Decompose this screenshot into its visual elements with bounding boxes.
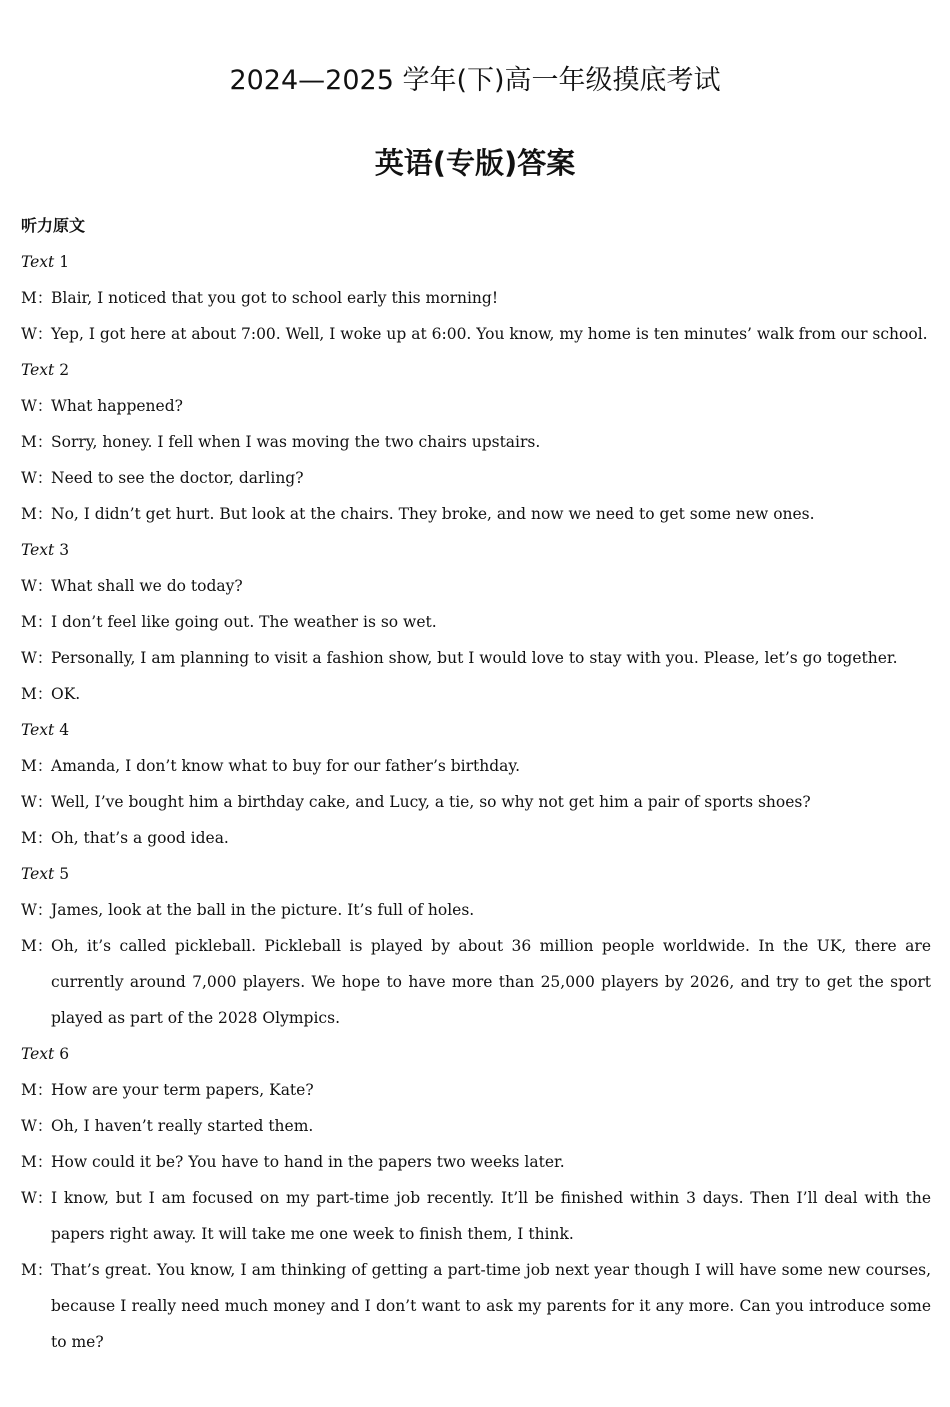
speaker-label: M： bbox=[21, 505, 53, 523]
dialogue-line bbox=[21, 892, 931, 928]
utterance-text: Oh, I haven’t really started them. bbox=[51, 1117, 314, 1135]
transcript-text-block bbox=[21, 244, 931, 352]
text-label-word: Text bbox=[21, 541, 55, 559]
speaker-label: M： bbox=[21, 685, 53, 703]
speaker-label: W： bbox=[21, 397, 53, 415]
utterance-text: Personally, I am planning to visit a fashion show, but I would love to stay with you. Please, let’s go together. bbox=[51, 649, 898, 667]
dialogue-line bbox=[21, 1144, 931, 1180]
dialogue-line bbox=[21, 748, 931, 784]
text-label-word: Text bbox=[21, 1045, 55, 1063]
text-label-word: Text bbox=[21, 253, 55, 271]
transcript-text-block bbox=[21, 352, 931, 532]
speaker-label: M： bbox=[21, 1081, 53, 1099]
speaker-label: M： bbox=[21, 289, 53, 307]
text-label-number: 3 bbox=[59, 541, 70, 559]
text-label-number: 5 bbox=[59, 865, 70, 883]
utterance-text: I don’t feel like going out. The weather is so wet. bbox=[51, 613, 437, 631]
speaker-label: W： bbox=[21, 577, 53, 595]
dialogue-line bbox=[21, 676, 931, 712]
speaker-label: M： bbox=[21, 433, 53, 451]
speaker-label: M： bbox=[21, 829, 53, 847]
utterance-text: How are your term papers, Kate? bbox=[51, 1081, 314, 1099]
transcript-text-block bbox=[21, 712, 931, 856]
speaker-label: W： bbox=[21, 1117, 53, 1135]
dialogue-line bbox=[21, 388, 931, 424]
speaker-label: M： bbox=[21, 613, 53, 631]
text-label bbox=[21, 856, 931, 892]
utterance-text: What happened? bbox=[51, 397, 183, 415]
utterance-text: I know, but I am focused on my part-time job recently. It’ll be finished within 3 days. Then I’ll deal with the papers right away. It will take me one week to finish them, I think. bbox=[51, 1189, 931, 1243]
speaker-label: W： bbox=[21, 469, 53, 487]
utterance-text: No, I didn’t get hurt. But look at the chairs. They broke, and now we need to get some new ones. bbox=[51, 505, 815, 523]
text-label bbox=[21, 532, 931, 568]
answer-key-title: 英语(专版)答案 bbox=[374, 146, 576, 180]
exam-title: 2024—2025 学年(下)高一年级摸底考试 bbox=[229, 65, 721, 96]
speaker-label: W： bbox=[21, 793, 53, 811]
text-label-word: Text bbox=[21, 361, 55, 379]
text-label bbox=[21, 712, 931, 748]
text-label-number: 4 bbox=[59, 721, 70, 739]
text-label bbox=[21, 244, 931, 280]
utterance-text: That’s great. You know, I am thinking of getting a part-time job next year though I will have some new courses, because I really need much money and I don’t want to ask my parents for it any more. Can you introduce some to me? bbox=[51, 1261, 931, 1351]
utterance-text: Sorry, honey. I fell when I was moving the two chairs upstairs. bbox=[51, 433, 541, 451]
dialogue-line bbox=[21, 928, 931, 1036]
speaker-label: W： bbox=[21, 1189, 53, 1207]
dialogue-line bbox=[21, 820, 931, 856]
utterance-text: Well, I’ve bought him a birthday cake, and Lucy, a tie, so why not get him a pair of sports shoes? bbox=[51, 793, 811, 811]
text-label-number: 6 bbox=[59, 1045, 70, 1063]
text-label-number: 2 bbox=[59, 361, 70, 379]
speaker-label: W： bbox=[21, 325, 53, 343]
dialogue-line bbox=[21, 784, 931, 820]
dialogue-line bbox=[21, 568, 931, 604]
text-label-word: Text bbox=[21, 865, 55, 883]
dialogue-line bbox=[21, 496, 931, 532]
speaker-label: M： bbox=[21, 757, 53, 775]
utterance-text: Oh, it’s called pickleball. Pickleball is played by about 36 million people worldwide. In the UK, there are currently around 7,000 players. We hope to have more than 25,000 players by 2026, and try to get the sport played as part of the 2028 Olympics. bbox=[51, 937, 931, 1027]
dialogue-line bbox=[21, 604, 931, 640]
dialogue-line bbox=[21, 1108, 931, 1144]
utterance-text: Amanda, I don’t know what to buy for our father’s birthday. bbox=[51, 757, 521, 775]
utterance-text: Need to see the doctor, darling? bbox=[51, 469, 304, 487]
transcript-text-block bbox=[21, 532, 931, 712]
speaker-label: M： bbox=[21, 1261, 53, 1279]
speaker-label: M： bbox=[21, 1153, 53, 1171]
text-label bbox=[21, 1036, 931, 1072]
text-label bbox=[21, 352, 931, 388]
speaker-label: W： bbox=[21, 901, 53, 919]
utterance-text: What shall we do today? bbox=[51, 577, 243, 595]
listening-transcript bbox=[21, 244, 931, 1360]
dialogue-line bbox=[21, 316, 931, 352]
utterance-text: James, look at the ball in the picture. It’s full of holes. bbox=[51, 901, 475, 919]
transcript-text-block bbox=[21, 1036, 931, 1360]
dialogue-line bbox=[21, 640, 931, 676]
dialogue-line bbox=[21, 1180, 931, 1252]
text-label-number: 1 bbox=[59, 253, 70, 271]
utterance-text: Oh, that’s a good idea. bbox=[51, 829, 229, 847]
section-heading: 听力原文 bbox=[21, 216, 86, 235]
dialogue-line bbox=[21, 424, 931, 460]
utterance-text: How could it be? You have to hand in the papers two weeks later. bbox=[51, 1153, 565, 1171]
speaker-label: M： bbox=[21, 937, 53, 955]
dialogue-line bbox=[21, 460, 931, 496]
dialogue-line bbox=[21, 1252, 931, 1360]
transcript-text-block bbox=[21, 856, 931, 1036]
text-label-word: Text bbox=[21, 721, 55, 739]
utterance-text: Blair, I noticed that you got to school early this morning! bbox=[51, 289, 499, 307]
utterance-text: Yep, I got here at about 7:00. Well, I woke up at 6:00. You know, my home is ten minutes’ walk from our school. bbox=[51, 325, 928, 343]
dialogue-line bbox=[21, 1072, 931, 1108]
utterance-text: OK. bbox=[51, 685, 81, 703]
dialogue-line bbox=[21, 280, 931, 316]
speaker-label: W： bbox=[21, 649, 53, 667]
